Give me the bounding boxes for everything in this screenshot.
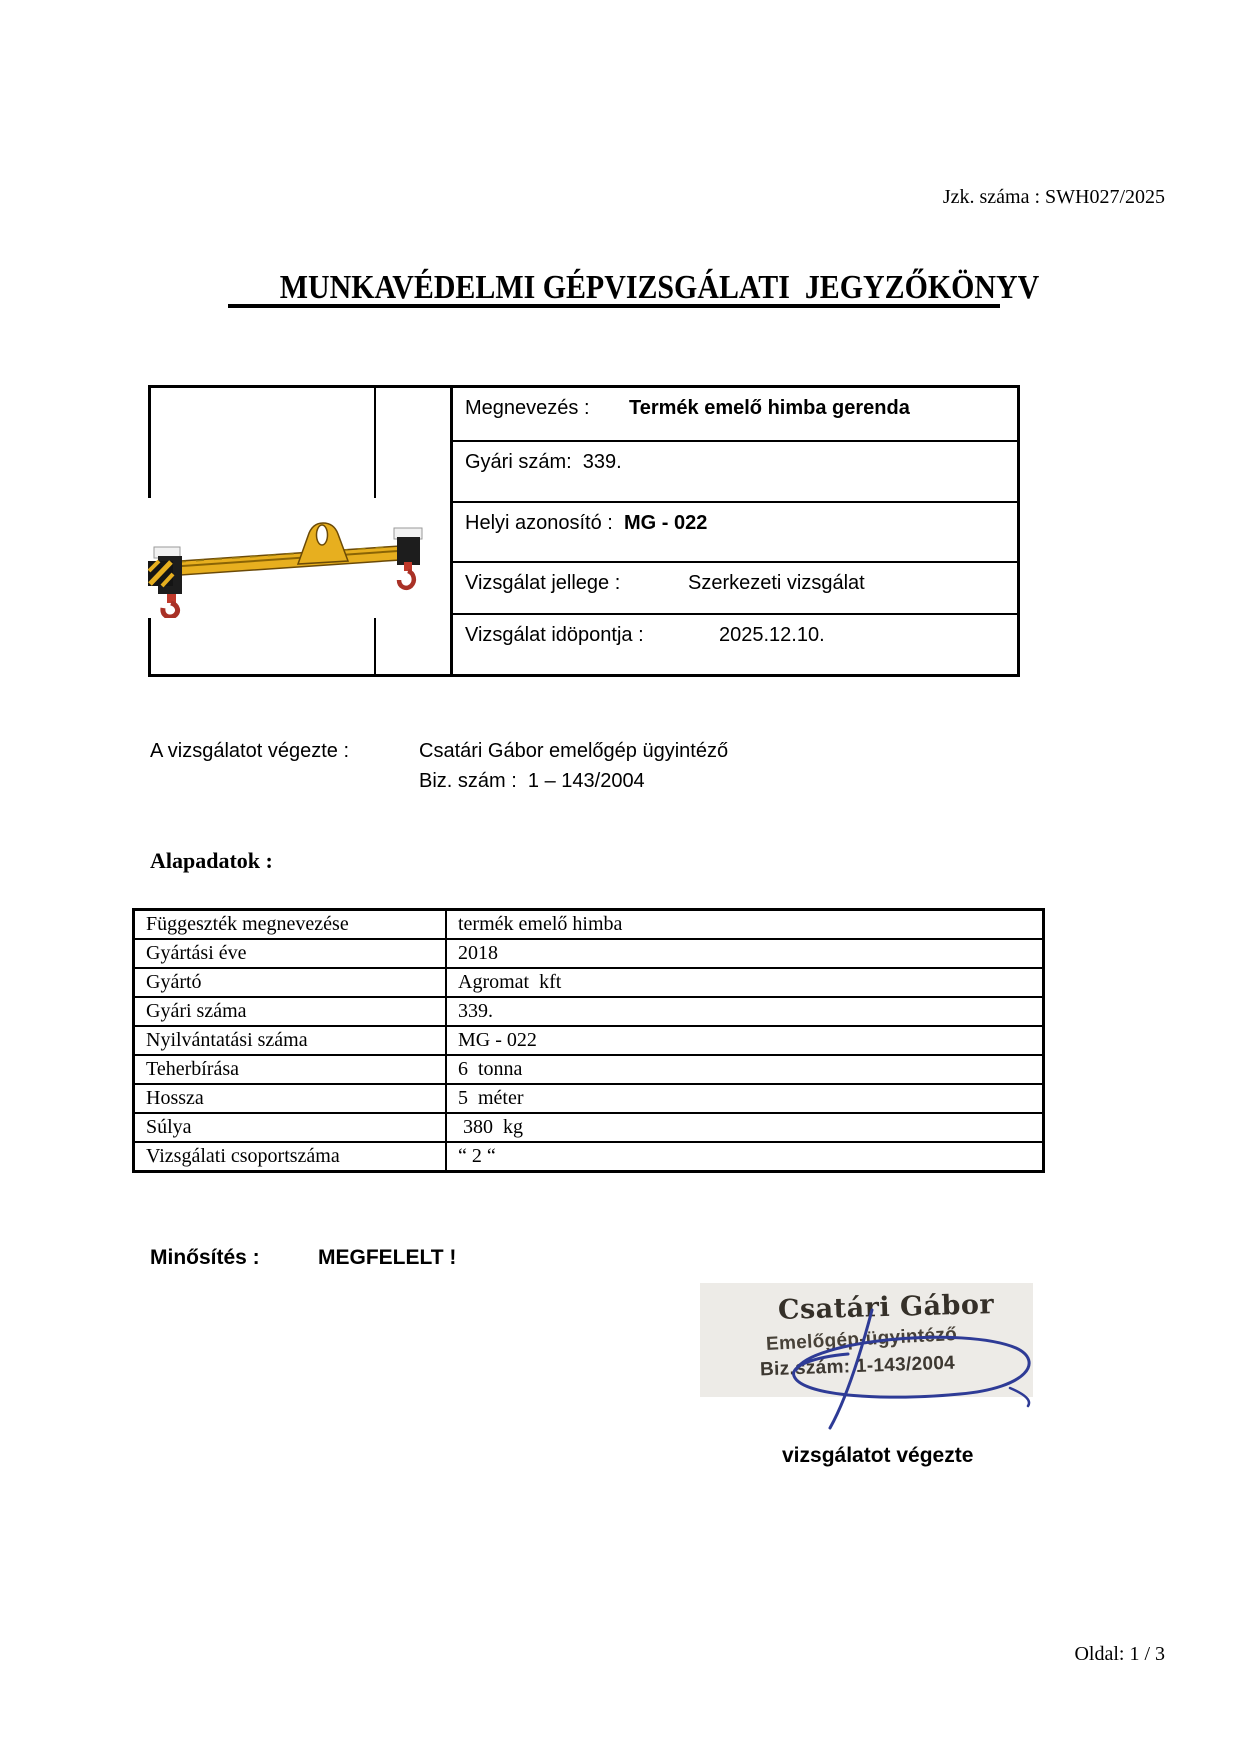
basic-row-nyilvantartasi xyxy=(134,1026,1044,1055)
row-vizsgalat-idopontja xyxy=(453,615,1017,672)
value-cell: termék emelő himba xyxy=(446,910,1044,940)
page-number: Oldal: 1 / 3 xyxy=(1074,1643,1165,1665)
inspector-name: Csatári Gábor emelőgép ügyintéző xyxy=(419,740,729,762)
document-title xyxy=(228,269,1040,308)
basic-row-fuggesztek xyxy=(134,910,1044,940)
row-helyi-azonosito xyxy=(453,503,1017,563)
signature-caption: vizsgálatot végezte xyxy=(782,1444,974,1467)
inspector-label: A vizsgálatot végezte : xyxy=(150,740,350,762)
row-value: Szerkezeti vizsgálat xyxy=(688,572,865,594)
label-cell: Vizsgálati csoportszáma xyxy=(134,1142,447,1172)
label-cell: Teherbírása xyxy=(134,1055,447,1084)
value-cell: 2018 xyxy=(446,939,1044,968)
basic-row-teherbirasa xyxy=(134,1055,1044,1084)
value-cell: 5 méter xyxy=(446,1084,1044,1113)
qualification-value: MEGFELELT ! xyxy=(318,1246,457,1269)
label-cell: Gyári száma xyxy=(134,997,447,1026)
row-value: MG - 022 xyxy=(624,512,708,534)
row-megnevezes xyxy=(453,388,1017,442)
basic-row-gyartasi-eve xyxy=(134,939,1044,968)
stamp-role: Emelőgép-ügyintéző xyxy=(765,1324,958,1355)
basic-row-gyari-szama xyxy=(134,997,1044,1026)
row-label: Vizsgálat jellege : xyxy=(465,572,621,594)
label-cell: Súlya xyxy=(134,1113,447,1142)
row-label: Vizsgálat idöpontja : xyxy=(465,624,644,646)
lifting-beam-photo xyxy=(138,498,430,618)
row-label: Helyi azonosító : xyxy=(465,512,613,534)
row-value: 2025.12.10. xyxy=(719,624,825,646)
label-cell: Függeszték megnevezése xyxy=(134,910,447,940)
handwritten-signature xyxy=(752,1296,1064,1446)
value-cell: “ 2 “ xyxy=(446,1142,1044,1172)
label-cell: Gyártási éve xyxy=(134,939,447,968)
label-cell: Hossza xyxy=(134,1084,447,1113)
journal-number: Jzk. száma : SWH027/2025 xyxy=(942,186,1165,208)
row-label: Megnevezés : xyxy=(465,397,590,419)
label-cell: Gyártó xyxy=(134,968,447,997)
basic-row-hossza xyxy=(134,1084,1044,1113)
row-label: Gyári szám: 339. xyxy=(465,451,622,473)
basic-data-table xyxy=(132,908,1045,1173)
row-vizsgalat-jellege xyxy=(453,563,1017,615)
basic-row-gyarto xyxy=(134,968,1044,997)
value-cell: 339. xyxy=(446,997,1044,1026)
machine-info-table xyxy=(148,385,1020,677)
value-cell: MG - 022 xyxy=(446,1026,1044,1055)
basic-row-csoportszama xyxy=(134,1142,1044,1172)
machine-info-rows xyxy=(450,388,1017,674)
value-cell: 6 tonna xyxy=(446,1055,1044,1084)
qualification-label: Minősítés : xyxy=(150,1246,260,1269)
basic-data-heading: Alapadatok : xyxy=(150,848,273,873)
stamp-name: Csatári Gábor xyxy=(777,1289,995,1326)
value-cell: 380 kg xyxy=(446,1113,1044,1142)
row-gyari-szam xyxy=(453,442,1017,503)
basic-row-sulya xyxy=(134,1113,1044,1142)
row-value: Termék emelő himba gerenda xyxy=(629,397,910,419)
document-title-text: MUNKAVÉDELMI GÉPVIZSGÁLATI JEGYZŐKÖNYV xyxy=(279,269,1040,306)
stamp-license: Biz.szám: 1-143/2004 xyxy=(759,1352,956,1381)
label-cell: Nyilvántatási száma xyxy=(134,1026,447,1055)
inspector-license: Biz. szám : 1 – 143/2004 xyxy=(419,770,645,792)
value-cell: Agromat kft xyxy=(446,968,1044,997)
